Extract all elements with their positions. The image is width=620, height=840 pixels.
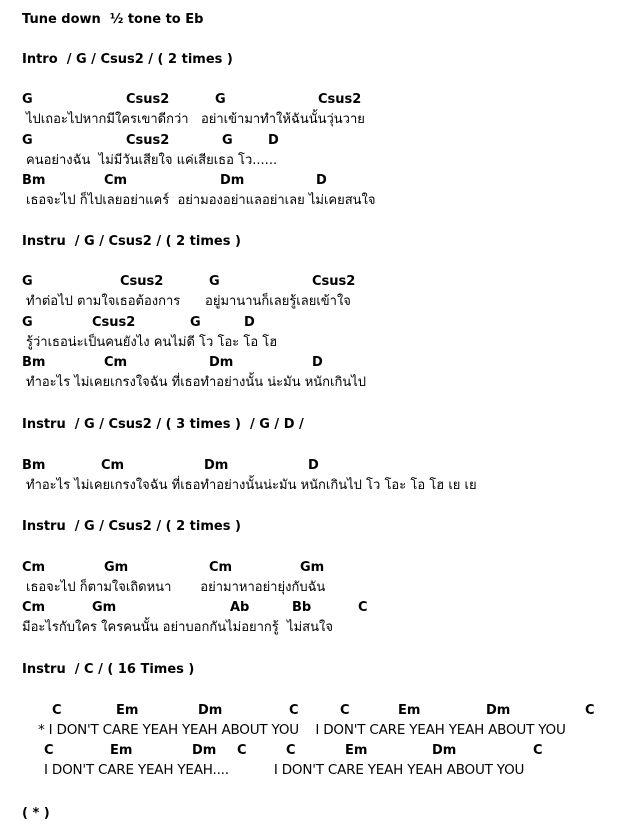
chord: D: [308, 458, 319, 473]
instru-line: Instru / G / Csus2 / ( 2 times ): [22, 519, 241, 534]
instru-line: Instru / G / Csus2 / ( 2 times ): [22, 234, 241, 249]
chord: D: [316, 173, 327, 188]
chord: Em: [398, 703, 421, 718]
lyric-line: คนอย่างฉัน ไม่มีวันเสียใจ แค่เสียเธอ โว......: [26, 153, 278, 168]
chord: Dm: [198, 703, 223, 718]
chord: Csus2: [126, 133, 170, 148]
chord: C: [358, 600, 368, 615]
chord: Gm: [300, 560, 325, 575]
chord: Em: [110, 743, 133, 758]
lyric-line: เธอจะไป ก็ตามใจเถิดหนา อย่ามาหาอย่ายุ่งกับฉัน: [26, 580, 326, 595]
chord: Csus2: [126, 92, 170, 107]
chord: C: [286, 743, 296, 758]
lyric-line: ทำต่อไป ตามใจเธอต้องการ อยู่มานานก็เลยรู้เลยเข้าใจ: [26, 294, 351, 309]
chord: Ab: [230, 600, 250, 615]
chord: Csus2: [120, 274, 164, 289]
chord: Em: [116, 703, 139, 718]
chord: G: [22, 315, 33, 330]
chord: C: [52, 703, 62, 718]
instru-line: Instru / C / ( 16 Times ): [22, 662, 195, 677]
chord: G: [209, 274, 220, 289]
chord: G: [22, 92, 33, 107]
chord: Cm: [209, 560, 233, 575]
chord: Dm: [204, 458, 229, 473]
chord: G: [22, 133, 33, 148]
chord: Csus2: [318, 92, 362, 107]
chord: Bm: [22, 173, 46, 188]
chord: Bm: [22, 355, 46, 370]
chord: D: [312, 355, 323, 370]
lyric-line: ทำอะไร ไม่เคยเกรงใจฉัน ที่เธอทำอย่างนั้น น่ะมัน หนักเกินไป: [26, 375, 367, 390]
chord: C: [237, 743, 247, 758]
chord: G: [215, 92, 226, 107]
chord: Csus2: [92, 315, 136, 330]
tuning-note: Tune down ½ tone to Eb: [22, 12, 204, 27]
chord: G: [190, 315, 201, 330]
chord: Dm: [192, 743, 217, 758]
chord: C: [289, 703, 299, 718]
chord: G: [22, 274, 33, 289]
chord: Cm: [101, 458, 125, 473]
lyric-line: มีอะไรกับใคร ใครคนนั้น อย่าบอกกันไม่อยากรู้ ไม่สนใจ: [22, 620, 333, 635]
chord: Bm: [22, 458, 46, 473]
chord: C: [340, 703, 350, 718]
chord: Bb: [292, 600, 312, 615]
chord: C: [585, 703, 595, 718]
chord: Dm: [209, 355, 234, 370]
lyric-line: ไปเถอะไปหากมีใครเขาดีกว่า อย่าเข้ามาทำให้ฉันนั้นวุ่นวาย: [26, 112, 365, 127]
chord: Cm: [22, 600, 46, 615]
intro-line: Intro / G / Csus2 / ( 2 times ): [22, 52, 233, 67]
chord: G: [222, 133, 233, 148]
lyric-line: เธอจะไป ก็ไปเลยอย่าแคร์ อย่ามองอย่าแลอย่าเลย ไม่เคยสนใจ: [26, 193, 376, 208]
repeat-marker: ( * ): [22, 806, 50, 821]
chord: Dm: [432, 743, 457, 758]
lyric-line: * I DON'T CARE YEAH YEAH ABOUT YOU I DON'T CARE YEAH YEAH ABOUT YOU: [38, 722, 566, 738]
chord: C: [44, 743, 54, 758]
chord: Gm: [92, 600, 117, 615]
chord: D: [268, 133, 279, 148]
chord: Gm: [104, 560, 129, 575]
chord: Cm: [104, 355, 128, 370]
chord: C: [533, 743, 543, 758]
chord: Cm: [22, 560, 46, 575]
chord: Dm: [220, 173, 245, 188]
instru-line: Instru / G / Csus2 / ( 3 times ) / G / D /: [22, 417, 304, 432]
chord: Em: [345, 743, 368, 758]
chord: Cm: [104, 173, 128, 188]
chord: Csus2: [312, 274, 356, 289]
lyric-line: ทำอะไร ไม่เคยเกรงใจฉัน ที่เธอทำอย่างนั้นน่ะมัน หนักเกินไป โว โอะ โอ โฮ เย เย: [26, 478, 477, 493]
chord: D: [244, 315, 255, 330]
lyric-line: I DON'T CARE YEAH YEAH.... I DON'T CARE YEAH YEAH ABOUT YOU: [44, 762, 525, 778]
chord: Dm: [486, 703, 511, 718]
lyric-line: รู้ว่าเธอน่ะเป็นคนยังไง คนไม่ดี โว โอะ โอ โฮ: [26, 335, 278, 350]
